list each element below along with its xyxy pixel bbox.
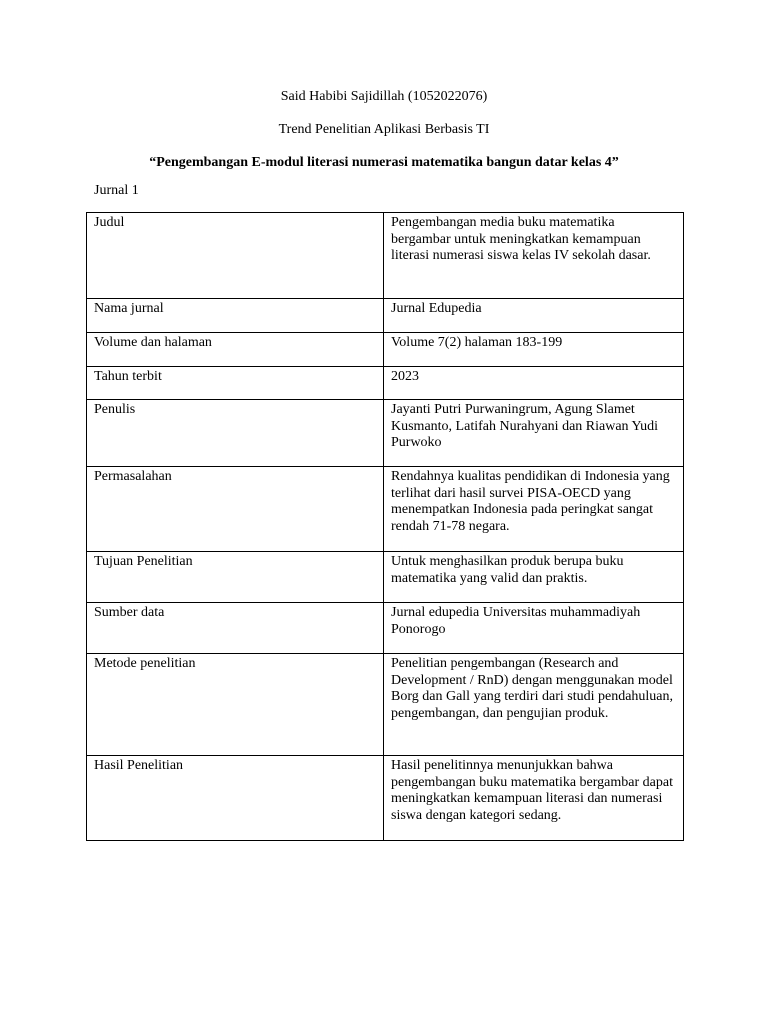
author-line: Said Habibi Sajidillah (1052022076) xyxy=(280,89,488,104)
row-value: Pengembangan media buku matematika bergambar untuk meningkatkan kemampuan literasi numerasi siswa kelas IV sekolah dasar. xyxy=(384,213,684,299)
row-value: Jayanti Putri Purwaningrum, Agung Slamet Kusmanto, Latifah Nurahyani dan Riawan Yudi Purwoko xyxy=(384,400,684,467)
row-value: 2023 xyxy=(384,367,684,400)
journal-info-table xyxy=(86,212,684,841)
table-row xyxy=(87,367,684,400)
course-title: Trend Penelitian Aplikasi Berbasis TI xyxy=(278,122,490,137)
row-label: Permasalahan xyxy=(87,467,384,552)
row-value: Rendahnya kualitas pendidikan di Indonesia yang terlihat dari hasil survei PISA-OECD yang menempatkan Indonesia pada peringkat sangat rendah 71-78 negara. xyxy=(384,467,684,552)
table-row xyxy=(87,400,684,467)
row-value: Untuk menghasilkan produk berupa buku matematika yang valid dan praktis. xyxy=(384,552,684,603)
row-value: Volume 7(2) halaman 183-199 xyxy=(384,333,684,367)
table-row xyxy=(87,552,684,603)
row-label: Hasil Penelitian xyxy=(87,756,384,841)
row-label: Sumber data xyxy=(87,603,384,654)
table-row xyxy=(87,467,684,552)
row-value: Jurnal edupedia Universitas muhammadiyah Ponorogo xyxy=(384,603,684,654)
table-row xyxy=(87,603,684,654)
row-value: Penelitian pengembangan (Research and Development / RnD) dengan menggunakan model Borg dan Gall yang terdiri dari studi pendahuluan, pengembangan, dan pengujian produk. xyxy=(384,654,684,756)
table-row xyxy=(87,654,684,756)
row-label: Tahun terbit xyxy=(87,367,384,400)
row-value: Jurnal Edupedia xyxy=(384,299,684,333)
document-title: “Pengembangan E-modul literasi numerasi matematika bangun datar kelas 4” xyxy=(149,155,619,170)
row-label: Volume dan halaman xyxy=(87,333,384,367)
row-label: Tujuan Penelitian xyxy=(87,552,384,603)
row-label: Metode penelitian xyxy=(87,654,384,756)
journal-label: Jurnal 1 xyxy=(94,183,139,198)
row-label: Penulis xyxy=(87,400,384,467)
table-row xyxy=(87,333,684,367)
row-value: Hasil penelitinnya menunjukkan bahwa pengembangan buku matematika bergambar dapat meningkatkan kemampuan literasi dan numerasi siswa dengan kategori sedang. xyxy=(384,756,684,841)
row-label: Nama jurnal xyxy=(87,299,384,333)
row-label: Judul xyxy=(87,213,384,299)
table-row xyxy=(87,756,684,841)
table-row xyxy=(87,213,684,299)
table-row xyxy=(87,299,684,333)
